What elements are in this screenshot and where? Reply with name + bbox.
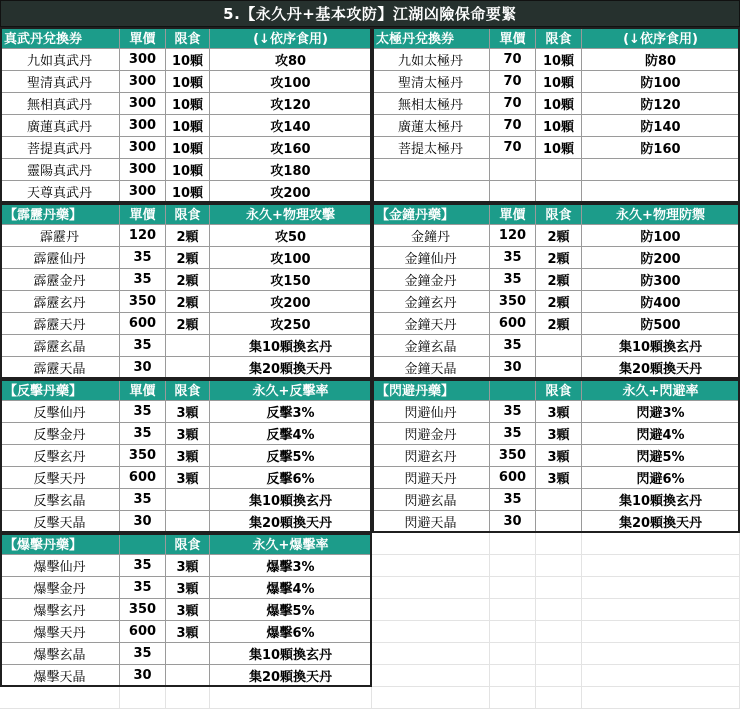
fanji-row-cell: 反擊天晶 xyxy=(0,511,120,533)
jinzhong-row-cell: 2顆 xyxy=(536,313,582,335)
grid-cell xyxy=(536,599,582,621)
baoji-row-cell: 爆擊玄丹 xyxy=(0,599,120,621)
baoji-row-cell: 35 xyxy=(120,577,166,599)
baoji-row-cell: 30 xyxy=(120,665,166,687)
taiji-row-cell: 10顆 xyxy=(536,137,582,159)
shanbi-row-cell: 閃避仙丹 xyxy=(372,401,490,423)
pili-row-cell: 霹靂仙丹 xyxy=(0,247,120,269)
pili-header-cell: 【霹靂丹藥】 xyxy=(0,203,120,225)
pili-row-cell: 600 xyxy=(120,313,166,335)
taiji-row-cell xyxy=(582,181,740,203)
jinzhong-row-cell: 防400 xyxy=(582,291,740,313)
jinzhong-row-cell: 金鐘仙丹 xyxy=(372,247,490,269)
grid-cell xyxy=(372,621,490,643)
jinzhong-row-cell: 防300 xyxy=(582,269,740,291)
baoji-row-cell: 爆擊天丹 xyxy=(0,621,120,643)
baoji-row-cell: 600 xyxy=(120,621,166,643)
grid-cell xyxy=(490,621,536,643)
grid-cell xyxy=(372,533,490,555)
fanji-header-cell: 永久+反擊率 xyxy=(210,379,372,401)
grid-cell xyxy=(582,533,740,555)
pili-row-cell: 集20顆換天丹 xyxy=(210,357,372,379)
fanji-row-cell: 集10顆換玄丹 xyxy=(210,489,372,511)
shanbi-row-cell: 閃避5% xyxy=(582,445,740,467)
grid-cell xyxy=(372,577,490,599)
zhenwu-row-cell: 攻200 xyxy=(210,181,372,203)
shanbi-row-cell: 35 xyxy=(490,401,536,423)
baoji-row-cell: 3顆 xyxy=(166,621,210,643)
fanji-row-cell: 3顆 xyxy=(166,467,210,489)
fanji-row-cell: 反擊5% xyxy=(210,445,372,467)
zhenwu-row-cell: 300 xyxy=(120,137,166,159)
zhenwu-row-cell: 10顆 xyxy=(166,115,210,137)
fanji-header-cell: 單價 xyxy=(120,379,166,401)
fanji-row-cell: 反擊6% xyxy=(210,467,372,489)
grid-cell xyxy=(372,555,490,577)
fanji-row-cell xyxy=(166,511,210,533)
jinzhong-row-cell xyxy=(536,357,582,379)
jinzhong-row-cell: 350 xyxy=(490,291,536,313)
taiji-row-cell xyxy=(372,159,490,181)
jinzhong-row-cell: 防200 xyxy=(582,247,740,269)
shanbi-row-cell: 30 xyxy=(490,511,536,533)
grid-cell xyxy=(490,687,536,709)
grid-cell xyxy=(582,599,740,621)
jinzhong-header-cell: 限食 xyxy=(536,203,582,225)
baoji-row-cell: 35 xyxy=(120,555,166,577)
baoji-row-cell xyxy=(166,643,210,665)
shanbi-row-cell: 3顆 xyxy=(536,423,582,445)
grid-cell xyxy=(582,665,740,687)
jinzhong-row-cell: 防100 xyxy=(582,225,740,247)
grid-cell xyxy=(490,555,536,577)
taiji-row-cell: 10顆 xyxy=(536,115,582,137)
shanbi-row-cell xyxy=(536,511,582,533)
fanji-header-cell: 限食 xyxy=(166,379,210,401)
jinzhong-header-cell: 單價 xyxy=(490,203,536,225)
taiji-row-cell: 九如太極丹 xyxy=(372,49,490,71)
pili-row-cell: 攻200 xyxy=(210,291,372,313)
baoji-row-cell: 3顆 xyxy=(166,577,210,599)
zhenwu-row-cell: 攻80 xyxy=(210,49,372,71)
shanbi-row-cell: 閃避玄丹 xyxy=(372,445,490,467)
taiji-row-cell: 70 xyxy=(490,115,536,137)
shanbi-row-cell: 集20顆換天丹 xyxy=(582,511,740,533)
grid-cell xyxy=(536,665,582,687)
grid-cell xyxy=(372,687,490,709)
baoji-row-cell: 爆擊天晶 xyxy=(0,665,120,687)
pili-header-cell: 永久+物理攻擊 xyxy=(210,203,372,225)
zhenwu-row-cell: 10顆 xyxy=(166,159,210,181)
taiji-row-cell: 菩提太極丹 xyxy=(372,137,490,159)
fanji-header-cell: 【反擊丹藥】 xyxy=(0,379,120,401)
pili-header-cell: 單價 xyxy=(120,203,166,225)
baoji-row-cell: 集20顆換天丹 xyxy=(210,665,372,687)
jinzhong-row-cell: 2顆 xyxy=(536,225,582,247)
baoji-row-cell: 爆擊5% xyxy=(210,599,372,621)
zhenwu-row-cell: 300 xyxy=(120,71,166,93)
sheet-title: 5.【永久丹+基本攻防】江湖凶險保命要緊 xyxy=(223,5,517,23)
pili-row-cell: 霹靂天丹 xyxy=(0,313,120,335)
fanji-row-cell: 3顆 xyxy=(166,423,210,445)
shanbi-header-cell: 永久+閃避率 xyxy=(582,379,740,401)
grid-cell xyxy=(210,687,372,709)
jinzhong-header-cell: 永久+物理防禦 xyxy=(582,203,740,225)
taiji-header-cell: (↓依序食用) xyxy=(582,27,740,49)
shanbi-row-cell: 閃避天丹 xyxy=(372,467,490,489)
zhenwu-row-cell: 10顆 xyxy=(166,93,210,115)
taiji-row-cell: 10顆 xyxy=(536,49,582,71)
grid-cell xyxy=(490,533,536,555)
taiji-row-cell: 防80 xyxy=(582,49,740,71)
pili-row-cell: 攻100 xyxy=(210,247,372,269)
zhenwu-row-cell: 10顆 xyxy=(166,71,210,93)
pili-row-cell: 2顆 xyxy=(166,247,210,269)
jinzhong-row-cell: 金鐘天丹 xyxy=(372,313,490,335)
zhenwu-row-cell: 10顆 xyxy=(166,49,210,71)
grid-cell xyxy=(166,687,210,709)
jinzhong-row-cell: 35 xyxy=(490,269,536,291)
taiji-header-cell: 單價 xyxy=(490,27,536,49)
fanji-row-cell: 350 xyxy=(120,445,166,467)
grid-cell xyxy=(0,687,120,709)
fanji-row-cell xyxy=(166,489,210,511)
pili-row-cell xyxy=(166,357,210,379)
taiji-row-cell: 10顆 xyxy=(536,93,582,115)
shanbi-row-cell xyxy=(536,489,582,511)
baoji-header-cell: 永久+爆擊率 xyxy=(210,533,372,555)
jinzhong-row-cell: 35 xyxy=(490,335,536,357)
jinzhong-row-cell: 35 xyxy=(490,247,536,269)
taiji-header-cell: 太極丹兌換券 xyxy=(372,27,490,49)
fanji-row-cell: 3顆 xyxy=(166,445,210,467)
taiji-header-cell: 限食 xyxy=(536,27,582,49)
zhenwu-row-cell: 攻100 xyxy=(210,71,372,93)
grid-cell xyxy=(536,643,582,665)
fanji-row-cell: 30 xyxy=(120,511,166,533)
shanbi-row-cell: 350 xyxy=(490,445,536,467)
pili-row-cell: 霹靂玄丹 xyxy=(0,291,120,313)
jinzhong-row-cell xyxy=(536,335,582,357)
zhenwu-header-cell: 單價 xyxy=(120,27,166,49)
fanji-row-cell: 集20顆換天丹 xyxy=(210,511,372,533)
shanbi-row-cell: 600 xyxy=(490,467,536,489)
baoji-row-cell: 35 xyxy=(120,643,166,665)
pili-row-cell: 攻250 xyxy=(210,313,372,335)
jinzhong-header-cell: 【金鐘丹藥】 xyxy=(372,203,490,225)
jinzhong-row-cell: 120 xyxy=(490,225,536,247)
fanji-row-cell: 反擊玄晶 xyxy=(0,489,120,511)
zhenwu-row-cell: 聖清真武丹 xyxy=(0,71,120,93)
taiji-row-cell xyxy=(536,181,582,203)
zhenwu-row-cell: 10顆 xyxy=(166,137,210,159)
zhenwu-row-cell: 300 xyxy=(120,93,166,115)
zhenwu-row-cell: 300 xyxy=(120,115,166,137)
zhenwu-row-cell: 10顆 xyxy=(166,181,210,203)
fanji-row-cell: 反擊3% xyxy=(210,401,372,423)
fanji-row-cell: 反擊天丹 xyxy=(0,467,120,489)
taiji-row-cell: 70 xyxy=(490,71,536,93)
zhenwu-row-cell: 攻140 xyxy=(210,115,372,137)
shanbi-row-cell: 閃避金丹 xyxy=(372,423,490,445)
shanbi-row-cell: 3顆 xyxy=(536,445,582,467)
pili-header-cell: 限食 xyxy=(166,203,210,225)
taiji-row-cell: 10顆 xyxy=(536,71,582,93)
zhenwu-header-cell: (↓依序食用) xyxy=(210,27,372,49)
zhenwu-row-cell: 300 xyxy=(120,181,166,203)
taiji-row-cell: 防160 xyxy=(582,137,740,159)
pili-row-cell: 霹靂天晶 xyxy=(0,357,120,379)
baoji-row-cell: 爆擊玄晶 xyxy=(0,643,120,665)
zhenwu-header-cell: 真武丹兌換券 xyxy=(0,27,120,49)
shanbi-row-cell: 閃避6% xyxy=(582,467,740,489)
grid-cell xyxy=(582,687,740,709)
jinzhong-row-cell: 防500 xyxy=(582,313,740,335)
baoji-row-cell: 爆擊4% xyxy=(210,577,372,599)
grid-cell xyxy=(536,621,582,643)
grid-cell xyxy=(490,599,536,621)
taiji-row-cell xyxy=(372,181,490,203)
pili-row-cell: 35 xyxy=(120,269,166,291)
grid-cell xyxy=(536,533,582,555)
pili-row-cell: 2顆 xyxy=(166,313,210,335)
grid-cell xyxy=(536,577,582,599)
grid-cell xyxy=(372,643,490,665)
baoji-header-cell xyxy=(120,533,166,555)
pili-row-cell: 集10顆換玄丹 xyxy=(210,335,372,357)
pili-row-cell: 攻50 xyxy=(210,225,372,247)
baoji-header-cell: 【爆擊丹藥】 xyxy=(0,533,120,555)
fanji-row-cell: 35 xyxy=(120,489,166,511)
pili-row-cell: 2顆 xyxy=(166,269,210,291)
taiji-row-cell: 70 xyxy=(490,49,536,71)
taiji-row-cell: 廣蓮太極丹 xyxy=(372,115,490,137)
taiji-row-cell xyxy=(490,181,536,203)
grid-cell xyxy=(490,665,536,687)
pili-row-cell: 霹靂丹 xyxy=(0,225,120,247)
shanbi-row-cell: 閃避天晶 xyxy=(372,511,490,533)
zhenwu-row-cell: 無相真武丹 xyxy=(0,93,120,115)
baoji-row-cell: 350 xyxy=(120,599,166,621)
fanji-row-cell: 反擊仙丹 xyxy=(0,401,120,423)
jinzhong-row-cell: 2顆 xyxy=(536,291,582,313)
fanji-row-cell: 3顆 xyxy=(166,401,210,423)
pili-row-cell: 120 xyxy=(120,225,166,247)
grid-cell xyxy=(120,687,166,709)
fanji-row-cell: 反擊金丹 xyxy=(0,423,120,445)
taiji-row-cell: 防100 xyxy=(582,71,740,93)
jinzhong-row-cell: 600 xyxy=(490,313,536,335)
zhenwu-row-cell: 300 xyxy=(120,49,166,71)
jinzhong-row-cell: 金鐘玄晶 xyxy=(372,335,490,357)
taiji-row-cell: 防120 xyxy=(582,93,740,115)
sheet-title-banner xyxy=(0,0,740,27)
grid-cell xyxy=(490,577,536,599)
jinzhong-row-cell: 金鐘丹 xyxy=(372,225,490,247)
taiji-row-cell: 70 xyxy=(490,93,536,115)
baoji-row-cell: 爆擊6% xyxy=(210,621,372,643)
grid-cell xyxy=(536,687,582,709)
fanji-row-cell: 35 xyxy=(120,401,166,423)
zhenwu-row-cell: 300 xyxy=(120,159,166,181)
zhenwu-row-cell: 菩提真武丹 xyxy=(0,137,120,159)
pili-row-cell: 攻150 xyxy=(210,269,372,291)
jinzhong-row-cell: 2顆 xyxy=(536,269,582,291)
jinzhong-row-cell: 集20顆換天丹 xyxy=(582,357,740,379)
fanji-row-cell: 600 xyxy=(120,467,166,489)
grid-cell xyxy=(582,577,740,599)
taiji-row-cell: 防140 xyxy=(582,115,740,137)
zhenwu-header-cell: 限食 xyxy=(166,27,210,49)
pili-row-cell: 霹靂玄晶 xyxy=(0,335,120,357)
pili-row-cell: 35 xyxy=(120,247,166,269)
grid-cell xyxy=(372,665,490,687)
baoji-row-cell: 爆擊仙丹 xyxy=(0,555,120,577)
shanbi-header-cell xyxy=(490,379,536,401)
jinzhong-row-cell: 2顆 xyxy=(536,247,582,269)
baoji-row-cell: 3顆 xyxy=(166,599,210,621)
taiji-row-cell: 聖清太極丹 xyxy=(372,71,490,93)
shanbi-header-cell: 【閃避丹藥】 xyxy=(372,379,490,401)
zhenwu-row-cell: 攻120 xyxy=(210,93,372,115)
shanbi-header-cell: 限食 xyxy=(536,379,582,401)
shanbi-row-cell: 閃避4% xyxy=(582,423,740,445)
baoji-row-cell: 集10顆換玄丹 xyxy=(210,643,372,665)
pili-row-cell: 2顆 xyxy=(166,225,210,247)
shanbi-row-cell: 35 xyxy=(490,489,536,511)
zhenwu-row-cell: 廣蓮真武丹 xyxy=(0,115,120,137)
baoji-header-cell: 限食 xyxy=(166,533,210,555)
pili-row-cell: 霹靂金丹 xyxy=(0,269,120,291)
taiji-row-cell xyxy=(582,159,740,181)
fanji-row-cell: 反擊4% xyxy=(210,423,372,445)
jinzhong-row-cell: 金鐘金丹 xyxy=(372,269,490,291)
grid-cell xyxy=(536,555,582,577)
pili-row-cell: 35 xyxy=(120,335,166,357)
zhenwu-row-cell: 靈陽真武丹 xyxy=(0,159,120,181)
shanbi-row-cell: 集10顆換玄丹 xyxy=(582,489,740,511)
shanbi-row-cell: 閃避玄晶 xyxy=(372,489,490,511)
grid-cell xyxy=(372,599,490,621)
jinzhong-row-cell: 集10顆換玄丹 xyxy=(582,335,740,357)
zhenwu-row-cell: 攻160 xyxy=(210,137,372,159)
zhenwu-row-cell: 天尊真武丹 xyxy=(0,181,120,203)
taiji-row-cell xyxy=(490,159,536,181)
grid-cell xyxy=(582,643,740,665)
baoji-row-cell: 爆擊金丹 xyxy=(0,577,120,599)
grid-cell xyxy=(582,621,740,643)
pili-row-cell xyxy=(166,335,210,357)
grid-cell xyxy=(490,643,536,665)
jinzhong-row-cell: 金鐘玄丹 xyxy=(372,291,490,313)
taiji-row-cell: 70 xyxy=(490,137,536,159)
baoji-row-cell xyxy=(166,665,210,687)
fanji-row-cell: 35 xyxy=(120,423,166,445)
baoji-row-cell: 3顆 xyxy=(166,555,210,577)
baoji-row-cell: 爆擊3% xyxy=(210,555,372,577)
pili-row-cell: 2顆 xyxy=(166,291,210,313)
shanbi-row-cell: 3顆 xyxy=(536,401,582,423)
zhenwu-row-cell: 九如真武丹 xyxy=(0,49,120,71)
jinzhong-row-cell: 金鐘天晶 xyxy=(372,357,490,379)
taiji-row-cell: 無相太極丹 xyxy=(372,93,490,115)
shanbi-row-cell: 35 xyxy=(490,423,536,445)
pili-row-cell: 30 xyxy=(120,357,166,379)
zhenwu-row-cell: 攻180 xyxy=(210,159,372,181)
pili-row-cell: 350 xyxy=(120,291,166,313)
jinzhong-row-cell: 30 xyxy=(490,357,536,379)
grid-cell xyxy=(582,555,740,577)
taiji-row-cell xyxy=(536,159,582,181)
fanji-row-cell: 反擊玄丹 xyxy=(0,445,120,467)
shanbi-row-cell: 3顆 xyxy=(536,467,582,489)
shanbi-row-cell: 閃避3% xyxy=(582,401,740,423)
